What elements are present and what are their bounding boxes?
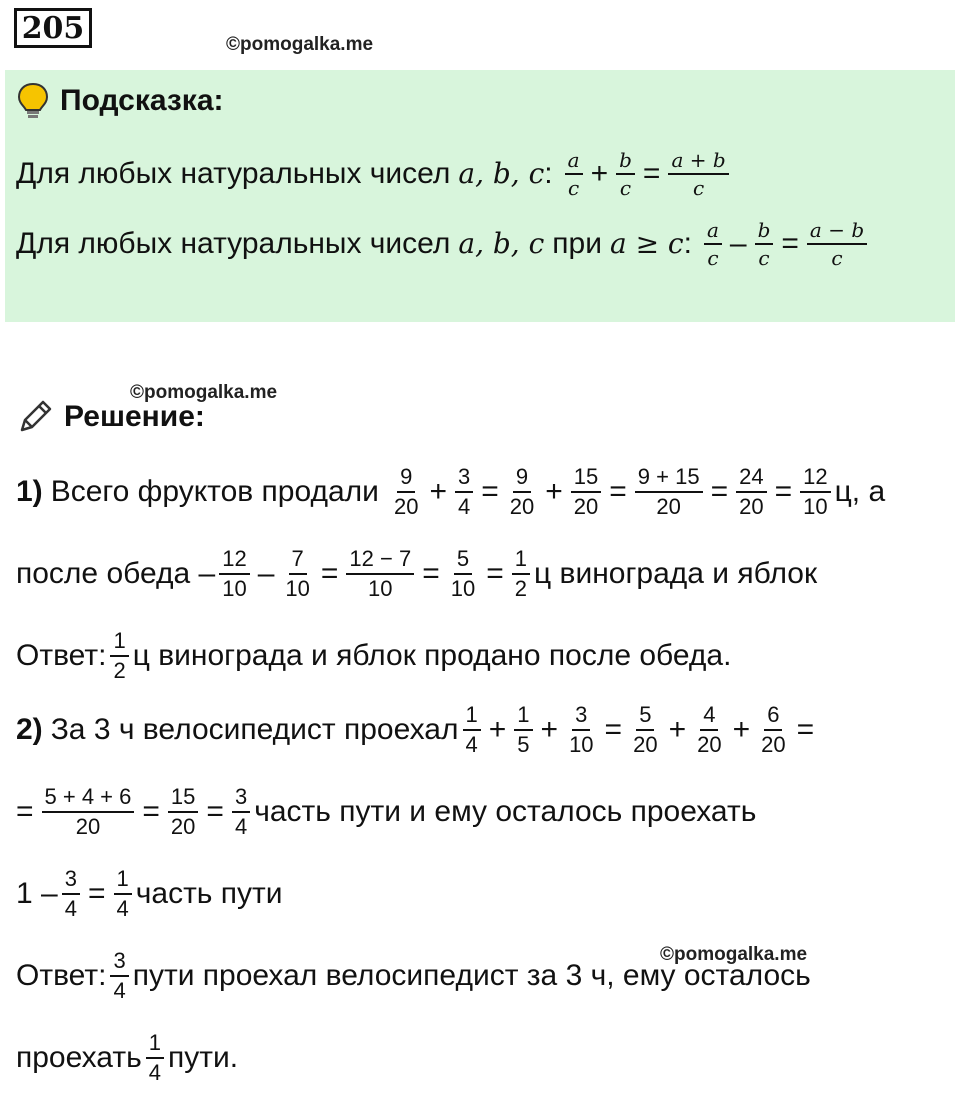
operator: = (609, 475, 627, 508)
fraction: $\frac{9}{20}$ (393, 464, 419, 519)
fraction: $\frac{12 - 7}{10}$ (346, 548, 414, 600)
watermark: ©pomogalka.me (226, 34, 374, 55)
hint-title (16, 82, 224, 120)
text: после обеда – (16, 557, 216, 590)
operator: = (710, 475, 729, 508)
operator: + (540, 713, 559, 746)
hint-line-1-vars: a, b, c (458, 157, 545, 190)
fraction: $\frac{3}{4}$ (232, 786, 250, 838)
operator: = (16, 795, 34, 828)
text: ц винограда и яблок продано после обеда. (132, 639, 732, 672)
text: Всего фруктов продали (50, 475, 379, 508)
fraction: $\frac{1}{2}$ (512, 548, 530, 600)
text: часть пути (135, 877, 283, 910)
fraction: $\frac{a - b}{c}$ (807, 220, 867, 268)
text: пути. (167, 1041, 239, 1074)
operator: = (781, 227, 799, 260)
step-number: 2) (16, 713, 43, 746)
fraction: $\frac{b}{c}$ (616, 150, 635, 198)
text: пути проехал велосипедист за 3 ч, ему осталось (132, 959, 811, 992)
operator: + (668, 713, 687, 746)
lightbulb-icon (16, 82, 50, 120)
operator: + (488, 713, 507, 746)
text: 1 – (16, 877, 58, 910)
answer-1 (16, 630, 731, 682)
operator: = (604, 713, 623, 746)
operator: = (206, 795, 224, 828)
fraction: $\frac{12}{10}$ (219, 548, 249, 600)
fraction: $\frac{3}{4}$ (110, 950, 128, 1002)
text: За 3 ч велосипедист проехал (50, 713, 459, 746)
solution-line-2 (16, 548, 817, 600)
hint-line-2 (16, 220, 871, 268)
solution-line-1 (16, 466, 885, 518)
hint-line-2-text: Для любых натуральных чисел (16, 227, 451, 260)
fraction: $\frac{5 + 4 + 6}{20}$ (42, 786, 135, 838)
fraction: $\frac{a}{c}$ (565, 150, 583, 198)
operator: = (87, 877, 106, 910)
text: часть пути и ему осталось проехать (254, 795, 757, 828)
fraction: $\frac{5}{20}$ (633, 702, 658, 757)
fraction: $\frac{15}{20}$ (571, 466, 601, 518)
hint-line-1-text: Для любых натуральных чисел (16, 157, 451, 190)
operator: = (486, 557, 504, 590)
problem-number: 205 (14, 8, 92, 48)
watermark: ©pomogalka.me (130, 382, 278, 403)
operator: = (642, 157, 661, 190)
fraction: $\frac{1}{5}$ (514, 704, 532, 756)
solution-line-6 (16, 868, 283, 920)
fraction: $\frac{15}{20}$ (168, 786, 198, 838)
answer-label: Ответ: (16, 959, 107, 992)
watermark: ©pomogalka.me (660, 944, 808, 965)
fraction: $\frac{b}{c}$ (755, 220, 774, 268)
fraction: $\frac{1}{4}$ (114, 868, 132, 920)
hint-line-1 (16, 150, 733, 198)
text: ц винограда и яблок (533, 557, 818, 590)
solution-line-5 (16, 786, 756, 838)
fraction: $\frac{6}{20}$ (761, 702, 786, 757)
fraction: $\frac{1}{2}$ (110, 630, 128, 682)
fraction: $\frac{a + b}{c}$ (668, 150, 728, 198)
operator: + (545, 475, 563, 508)
fraction: $\frac{4}{20}$ (697, 702, 722, 757)
operator: = (481, 475, 499, 508)
fraction: $\frac{5}{10}$ (450, 546, 476, 601)
fraction: $\frac{3}{4}$ (455, 466, 473, 518)
solution-line-4 (16, 704, 818, 756)
fraction: $\frac{9}{20}$ (509, 464, 535, 519)
hint-line-2-cond-word: при (552, 227, 602, 260)
step-number: 1) (16, 475, 43, 508)
operator: = (422, 557, 440, 590)
operator: – (257, 557, 275, 590)
hint-line-2-vars: a, b, c (458, 227, 545, 260)
colon: : (544, 157, 553, 190)
answer-2-continued (16, 1032, 238, 1084)
fraction: $\frac{7}{10}$ (285, 546, 310, 601)
fraction: $\frac{1}{4}$ (146, 1032, 164, 1084)
hint-line-2-cond: a ≥ c (609, 227, 684, 260)
text: ц, а (834, 475, 886, 508)
answer-label: Ответ: (16, 639, 107, 672)
fraction: $\frac{3}{4}$ (62, 868, 80, 920)
text: проехать (16, 1041, 142, 1074)
pencil-icon (16, 398, 54, 436)
hint-title-text: Подсказка: (60, 84, 224, 117)
operator: = (796, 713, 815, 746)
operator: + (732, 713, 751, 746)
solution-title (16, 398, 205, 436)
operator: + (429, 475, 447, 508)
fraction: $\frac{9 + 15}{20}$ (635, 466, 703, 518)
operator: = (320, 557, 339, 590)
operator: + (590, 157, 609, 190)
operator: = (142, 795, 160, 828)
fraction: $\frac{12}{10}$ (800, 466, 830, 518)
operator: = (774, 475, 793, 508)
operator: – (729, 227, 747, 260)
colon: : (683, 227, 692, 260)
solution-title-text: Решение: (64, 400, 205, 433)
fraction: $\frac{a}{c}$ (704, 220, 722, 268)
answer-2 (16, 950, 811, 1002)
fraction: $\frac{24}{20}$ (736, 466, 766, 518)
fraction: $\frac{3}{10}$ (569, 702, 594, 757)
fraction: $\frac{1}{4}$ (463, 704, 481, 756)
